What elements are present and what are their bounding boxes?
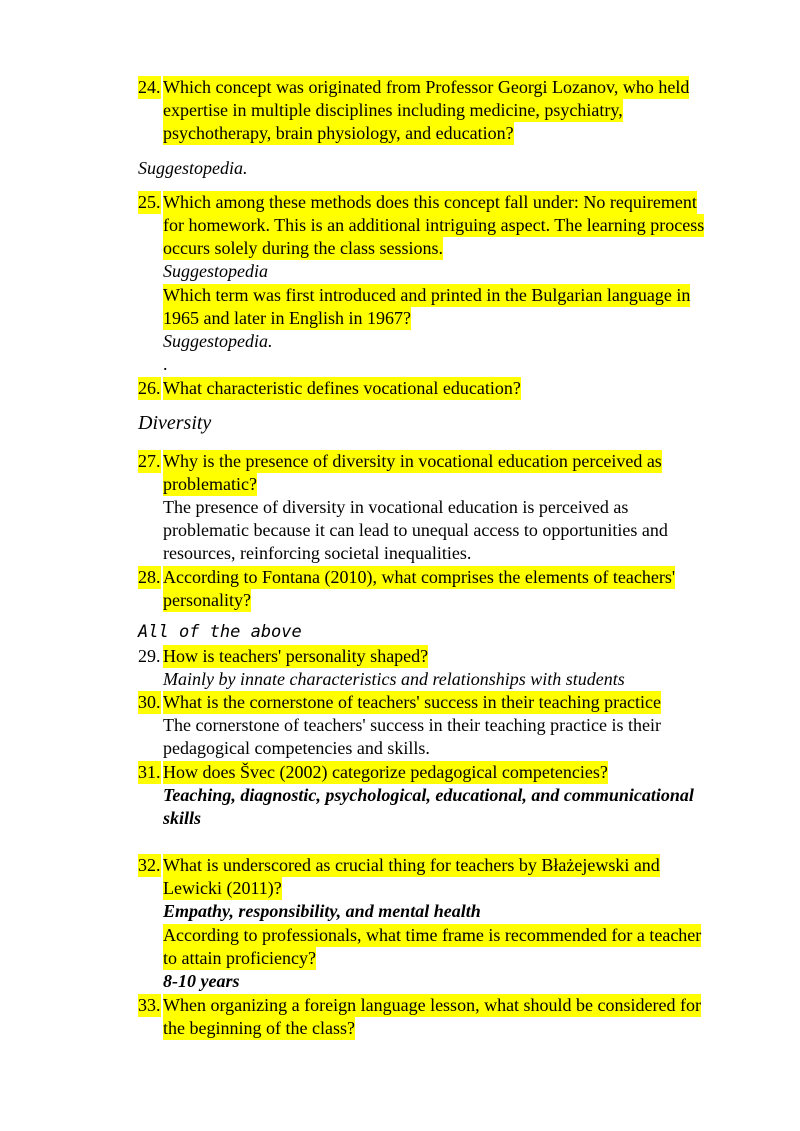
dot-text: . — [163, 354, 168, 374]
question-text: What is the cornerstone of teachers' success in their teaching practice — [163, 692, 662, 712]
answer-text: The cornerstone of teachers' success in their teaching practice is their — [163, 715, 662, 735]
question-number: 32. — [138, 855, 161, 875]
answer-text: All of the above — [138, 622, 302, 642]
question-text: How is teachers' personality shaped? — [163, 646, 429, 666]
question-text: problematic? — [163, 474, 257, 494]
answer-text: The presence of diversity in vocational education is perceived as — [163, 497, 629, 517]
answer-text: Mainly by innate characteristics and relationships with students — [163, 669, 625, 689]
question-text: When organizing a foreign language lesson, what should be considered for — [163, 995, 702, 1015]
question-text: for homework. This is an additional intriguing aspect. The learning process — [163, 215, 705, 235]
question-number: 29. — [138, 646, 161, 666]
answer-text: skills — [163, 808, 202, 828]
question-text: Which among these methods does this concept fall under: No requirement — [163, 192, 697, 212]
answer-text: Empathy, responsibility, and mental health — [163, 901, 481, 921]
question-text: Which concept was originated from Professor Georgi Lozanov, who held — [163, 77, 690, 97]
question-text: personality? — [163, 590, 251, 610]
answer-text: problematic because it can lead to unequal access to opportunities and — [163, 520, 668, 540]
answer-text: 8-10 years — [163, 971, 240, 991]
question-text: What is underscored as crucial thing for teachers by Błażejewski and — [163, 855, 660, 875]
question-text: the beginning of the class? — [163, 1018, 355, 1038]
question-text: expertise in multiple disciplines including medicine, psychiatry, — [163, 100, 623, 120]
answer-text: Teaching, diagnostic, psychological, educational, and communicational — [163, 785, 694, 805]
answer-text: pedagogical competencies and skills. — [163, 738, 430, 758]
answer-text: resources, reinforcing societal inequalities. — [163, 543, 472, 563]
question-text: Why is the presence of diversity in vocational education perceived as — [163, 451, 662, 471]
answer-text: Suggestopedia — [163, 261, 268, 281]
question-text: occurs solely during the class sessions. — [163, 238, 443, 258]
question-text: Lewicki (2011)? — [163, 878, 282, 898]
question-number: 28. — [138, 567, 161, 587]
question-number: 30. — [138, 692, 161, 712]
question-number: 31. — [138, 762, 161, 782]
question-text: According to professionals, what time frame is recommended for a teacher — [163, 925, 702, 945]
question-text: Which term was first introduced and printed in the Bulgarian language in — [163, 285, 691, 305]
question-number: 26. — [138, 378, 161, 398]
answer-text: Suggestopedia. — [163, 331, 273, 351]
question-text: psychotherapy, brain physiology, and education? — [163, 123, 514, 143]
question-text: How does Švec (2002) categorize pedagogical competencies? — [163, 762, 608, 782]
question-number: 27. — [138, 451, 161, 471]
question-text: According to Fontana (2010), what comprises the elements of teachers' — [163, 567, 676, 587]
question-number: 33. — [138, 995, 161, 1015]
question-text: 1965 and later in English in 1967? — [163, 308, 411, 328]
question-number: 25. — [138, 192, 161, 212]
answer-text: Suggestopedia. — [138, 158, 248, 178]
answer-heading: Diversity — [138, 412, 212, 434]
question-number: 24. — [138, 77, 161, 97]
question-text: to attain proficiency? — [163, 948, 316, 968]
question-text: What characteristic defines vocational education? — [163, 378, 521, 398]
